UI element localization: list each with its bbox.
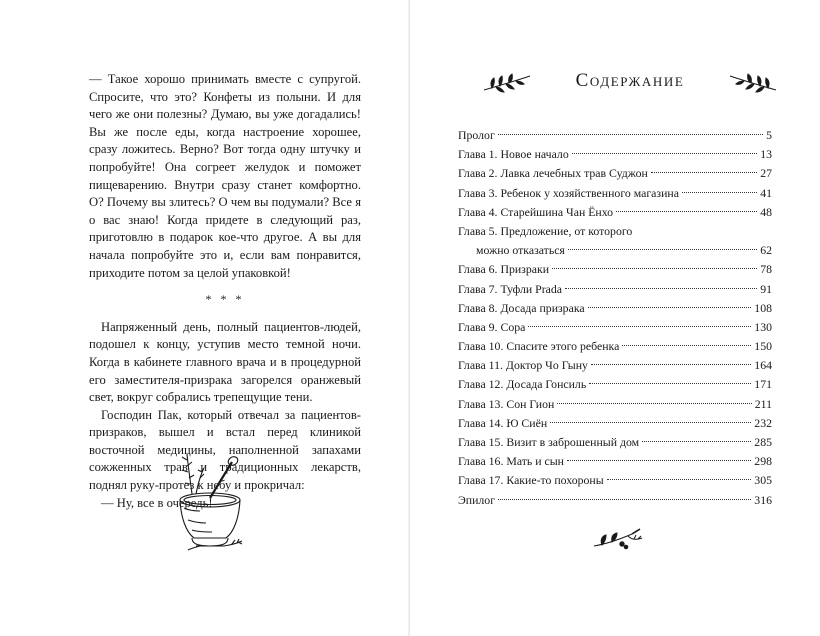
toc-entry-title: Глава 4. Старейшина Чан Ёнхо [458,204,614,219]
toc-entry [458,145,772,164]
page-title: Содержание [575,70,685,91]
toc-page-number: 211 [754,396,772,411]
toc-entry-title: Глава 12. Досада Гонсиль [458,377,587,392]
toc-leader [622,345,751,346]
toc-entry-title: Глава 1. Новое начало [458,147,569,162]
herb-ornament-icon [588,526,648,552]
toc-entry-continued [458,241,772,260]
toc-entry-title: Глава 3. Ребенок у хозяйственного магазина [458,185,679,200]
toc-entry [458,222,772,241]
toc-page-number: 91 [760,281,772,296]
toc-leader [557,403,751,404]
toc-leader [642,441,751,442]
toc-entry-title: Глава 15. Визит в заброшенный дом [458,435,640,449]
toc-page-number: 298 [754,454,772,469]
toc-entry [458,318,772,337]
toc-leader [682,192,757,193]
toc-page-number: 5 [766,128,772,142]
toc-entry [458,356,772,375]
toc-entry [458,375,772,394]
toc-page-number: 130 [754,319,772,334]
toc-entry [458,126,772,145]
toc-entry [458,203,772,222]
toc-entry [458,280,772,299]
toc-entry-title: Глава 7. Туфли Prada [458,281,563,296]
toc-entry [458,164,772,183]
toc-leader [528,326,751,327]
toc-entry [458,491,772,510]
story-text [89,71,361,512]
toc-entry [458,395,772,414]
toc-page-number: 62 [760,243,772,258]
toc-entry-title: Глава 16. Мать и сын [458,454,564,469]
toc-leader [552,268,757,269]
toc-leader [607,479,752,480]
toc-leader [498,134,763,135]
toc-page-number: 164 [754,358,772,373]
toc-page-number: 78 [760,262,772,277]
toc-leader [572,153,757,154]
toc-leader [567,460,751,461]
toc-leader [591,364,751,365]
toc-leader [550,422,751,423]
toc-entry-title: Глава 5. Предложение, от которого [458,223,633,238]
herb-sprig-icon [482,72,534,94]
toc-entry-title: можно отказаться [476,243,565,258]
toc-page-number: 41 [760,185,772,200]
toc-leader [589,383,751,384]
toc-entry [458,433,772,452]
toc-page-number: 27 [760,166,772,181]
toc-page-number: 48 [760,204,772,219]
toc-entry-title: Глава 13. Сон Гион [458,396,555,411]
toc-page-number: 108 [754,300,772,315]
toc-entry-title: Глава 14. Ю Сиён [458,415,548,430]
toc-page-number: 232 [754,415,772,430]
toc-entry-title: Глава 6. Призраки [458,262,550,277]
toc-page-number: 171 [754,377,772,392]
toc-leader [498,499,751,500]
right-page [410,0,820,636]
toc-leader [651,172,757,173]
toc-entry-title: Глава 2. Лавка лечебных трав Суджон [458,166,648,181]
toc-entry-title: Глава 10. Спасите этого ребенка [458,339,620,354]
toc-entry [458,471,772,490]
toc-leader [565,288,757,289]
toc-entry [458,337,772,356]
toc-entry-title: Глава 11. Доктор Чо Гыну [458,358,588,373]
herb-sprig-icon [726,72,778,94]
paragraph: — Ну, все в очередь! [101,495,213,510]
toc-entry [458,260,772,279]
toc-entry-title: Пролог [458,128,495,142]
toc-entry-title: Эпилог [458,492,496,507]
toc-entry [458,299,772,318]
section-separator: * * * [205,292,245,307]
table-of-contents [458,126,772,510]
toc-page-number: 150 [754,339,772,354]
toc-entry-title: Глава 8. Досада призрака [458,300,585,315]
toc-entry [458,452,772,471]
toc-page-number: 316 [754,492,772,507]
paragraph: Господин Пак, который отвечал за пациентов-призраков, вышел и встал перед клиникой восточной медицины, наполненной запахами сожженных трав и традиционных лекарств, поднял руку-протез к небу и прокричал: [89,407,361,493]
toc-leader [616,211,757,212]
toc-page-number: 305 [754,473,772,488]
paragraph: Напряженный день, полный пациентов-людей, подошел к концу, уступив место темной ночи. Когда в кабинете главного врача и в процедурной его заместителя-призрака загорелся оранжевый свет, вокруг собрались трепещущие тени. [89,319,361,405]
paragraph: — Такое хорошо принимать вместе с супругой. Спросите, что это? Конфеты из полыни. И для чего же они полезны? Думаю, вы уже догадались! Вы же после еды, когда настроение хорошее, сразу ложитесь. Верно? Вот тогда одну штучку и попробуйте! Она согреет желудок и поможет пищеварению. Внутри сразу станет комфортно. О? Почему вы злитесь? О чем вы подумали? Все я о вас знаю! Когда придете в следующий раз, приготовлю в подарок кое-что другое. А вы для начала попробуйте это и, если вам понравится, приходите потом за целой упаковкой! [89,72,361,280]
toc-leader [568,249,757,250]
toc-header [480,66,780,100]
toc-entry-title: Глава 9. Сора [458,319,526,334]
toc-entry-title: Глава 17. Какие-то похороны [458,473,604,488]
toc-page-number: 13 [760,147,772,162]
toc-page-number: 285 [754,435,772,449]
toc-entry [458,414,772,433]
toc-leader [588,307,752,308]
mortar-and-pestle-icon [170,448,254,556]
toc-entry [458,184,772,203]
